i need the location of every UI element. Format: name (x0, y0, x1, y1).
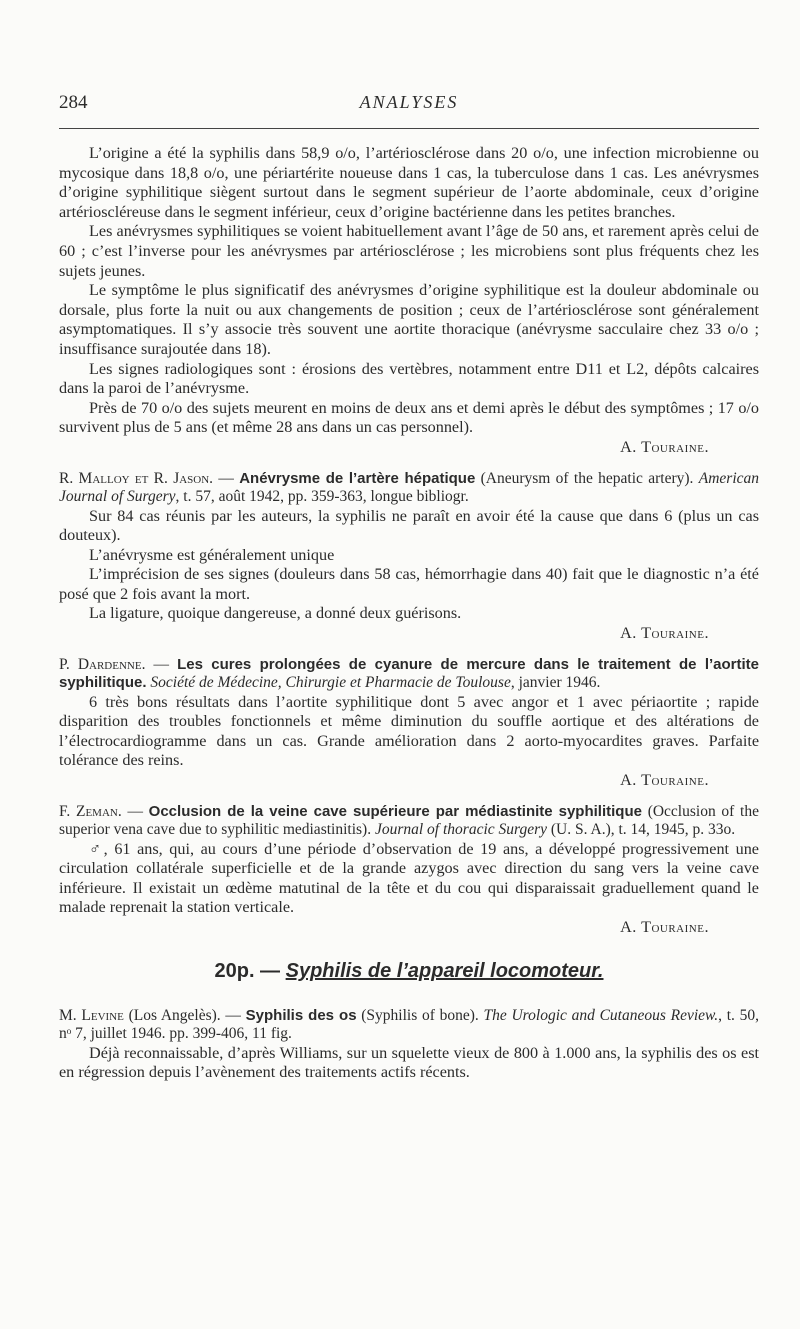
page-number: 284 (59, 92, 88, 113)
reference-title: Anévrysme de l’artère hépatique (239, 469, 476, 487)
signature: A. Touraine. (620, 771, 709, 790)
reference-journal: Journal of thoracic Surgery (374, 821, 548, 839)
reference-entry (59, 656, 759, 693)
running-title: ANALYSES (359, 92, 459, 112)
separator-dash: — (145, 655, 178, 673)
reference-entry (59, 470, 759, 507)
paragraph: Les signes radiologiques sont : érosions des vertèbres, notamment entre D11 et L2, dépôts calcaires dans la paroi de l’anévrysme. (59, 359, 759, 398)
reference-title: Les cures prolongées de cyanure de mercure dans le traitement de l’aortite syphilitique. (59, 655, 760, 692)
signature: A. Touraine. (620, 437, 709, 456)
reference-journal: Société de Médecine, Chirurgie et Pharmacie de Toulouse (150, 674, 511, 692)
reference-citation: (U. S. A.), t. 14, 1945, p. 33o. (547, 821, 736, 839)
paragraph: L’origine a été la syphilis dans 58,9 o/o, l’artériosclérose dans 20 o/o, une infection microbienne ou mycosique dans 18,8 o/o, une périartérite noueuse dans 1 cas, la tuberculose dans 1 cas. Les anévrysmes d’origine syphilitique siègent surtout dans le segment supérieur de l’aorte abdominale, ceux d’origine artérioscléreuse dans le segment inférieur, ceux d’origine bactérienne dans les petites branches. (59, 144, 759, 221)
paragraph: 6 très bons résultats dans l’aortite syphilitique dont 5 avec angor et 1 avec périaortite ; rapide disparition des troubles fonctionnels et même diminution du souffle aortique et des altérations de l’électrocardiogramme dans un cas. Grande amélioration dans 2 aorto-myocardites graves. Parfaite tolérance des reins. (59, 692, 759, 770)
page-body (59, 144, 759, 1083)
paragraph: Près de 70 o/o des sujets meurent en moins de deux ans et demi après le début des symptômes ; 17 o/o survivent plus de 5 ans (et même 28 ans dans un cas personnel). (59, 398, 759, 437)
signature: A. Touraine. (620, 624, 709, 643)
page-header (59, 84, 759, 114)
reference-title: Syphilis des os (245, 1006, 357, 1024)
reference-author: M. Levine (59, 1006, 124, 1024)
header-rule (59, 128, 759, 129)
reference-location: (Los Angelès). — (123, 1006, 246, 1024)
reference-translation: (Syphilis of bone). (356, 1006, 484, 1024)
reference-entry (59, 1007, 759, 1044)
separator-dash: — (121, 802, 149, 820)
reference-citation: , t. 57, août 1942, pp. 359-363, longue bibliogr. (175, 488, 469, 505)
separator-dash: — (213, 469, 240, 487)
signature: A. Touraine. (620, 918, 709, 936)
paragraph: Déjà reconnaissable, d’après Williams, sur un squelette vieux de 800 à 1.000 ans, la syphilis des os est en régression depuis l’avènement des traitements actifs récents. (59, 1043, 759, 1082)
paragraph: Les anévrysmes syphilitiques se voient habituellement avant l’âge de 50 ans, et rarement après celui de 60 ; c’est l’inverse pour les anévrysmes par artériosclérose ; les microbiens sont plus fréquents chez les sujets jeunes. (59, 222, 759, 280)
reference-journal: American Journal of Surgery (59, 469, 760, 505)
reference-author: R. Malloy et R. Jason. (59, 469, 214, 487)
reference-translation: (Aneurysm of the hepatic artery). (475, 469, 699, 487)
paragraph: Sur 84 cas réunis par les auteurs, la syphilis ne paraît en avoir été la cause que dans 6 (plus un cas douteux). (59, 506, 759, 545)
paragraph: ♂, 61 ans, qui, au cours d’une période d’observation de 19 ans, a développé progressivement une circulation collatérale superficielle et de la grande azygos avec direction du sang vers la veine cave inférieure. Il existait un œdème matutinal de la tête et du cou qui disparaissait graduellement quand le malade reprenait la station verticale. (59, 839, 759, 917)
paragraph: L’imprécision de ses signes (douleurs dans 58 cas, hémorrhagie dans 40) fait que le diagnostic n’a été posé que 2 fois avant la mort. (59, 565, 759, 603)
reference-journal: The Urologic and Cutaneous Review. (483, 1006, 719, 1024)
reference-author: F. Zeman. (59, 802, 122, 820)
reference-citation: , janvier 1946. (510, 674, 601, 692)
reference-entry (59, 803, 759, 840)
reference-title: Occlusion de la veine cave supérieure par médiastinite syphilitique (148, 802, 642, 820)
section-heading (59, 960, 759, 983)
section-title: Syphilis de l’appareil locomoteur. (285, 959, 604, 982)
reference-citation: , t. 50, nᵒ 7, juillet 1946. pp. 399-406, 11 fig. (59, 1006, 759, 1043)
reference-translation: (Occlusion of the superior vena cave due to syphilitic mediastinitis). (59, 802, 759, 839)
paragraph: Le symptôme le plus significatif des anévrysmes d’origine syphilitique est la douleur abdominale ou dorsale, plus forte la nuit ou aux changements de position ; ceux de l’artériosclérose sont généralement asymptomatiques. Il s’y associe très souvent une aortite thoracique (anévrysme sacculaire chez 33 o/o ; insuffisance surajoutée dans 18). (59, 281, 759, 358)
paragraph: La ligature, quoique dangereuse, a donné deux guérisons. (89, 604, 462, 623)
paragraph: L’anévrysme est généralement unique (89, 545, 335, 564)
reference-author: P. Dardenne. (59, 655, 146, 673)
section-number: 20p. — (214, 959, 281, 982)
page (59, 84, 760, 1082)
